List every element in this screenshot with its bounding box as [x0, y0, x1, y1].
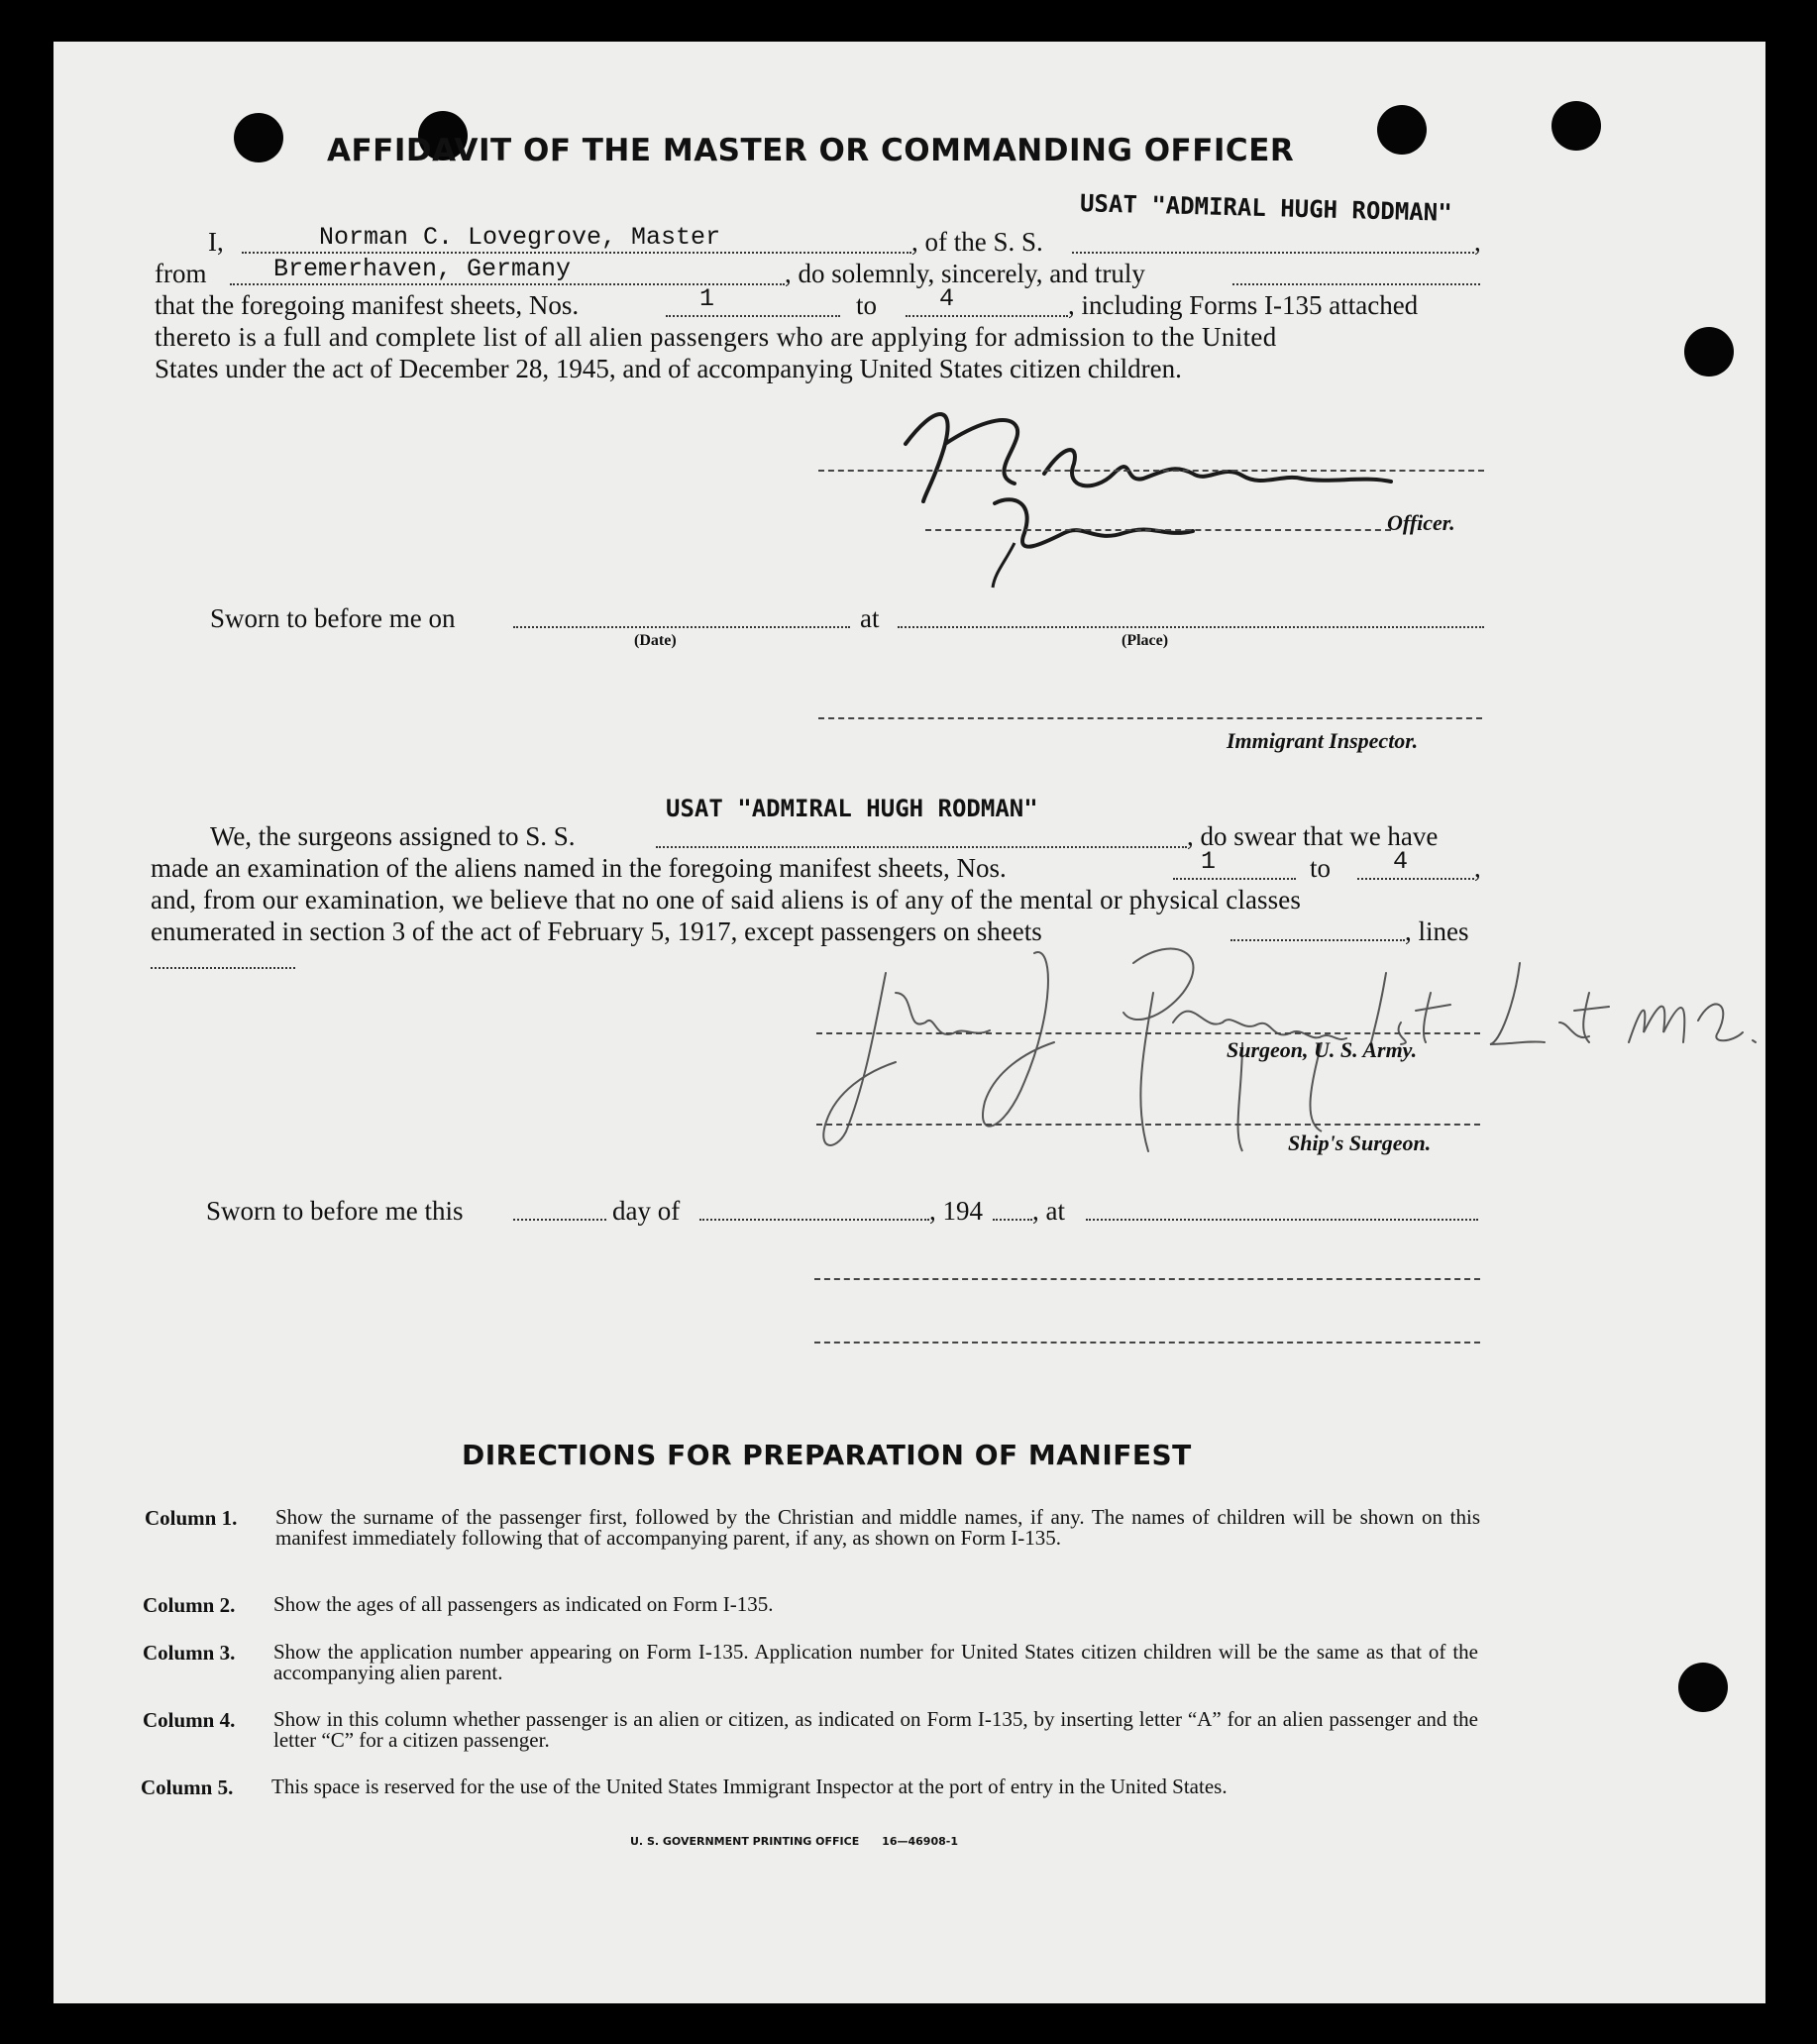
- punch-hole: [1684, 327, 1734, 377]
- punch-hole: [234, 113, 283, 162]
- sworn-2-place-line: [1086, 1219, 1478, 1221]
- ships-surgeon-label: Ship's Surgeon.: [1288, 1130, 1432, 1155]
- master-signature-line: [818, 470, 1484, 472]
- surgeon-line-3: and, from our examination, we believe that no one of said aliens is of any of the mental or physical classes: [151, 885, 1301, 914]
- affidavit-line-1-end: ,: [1474, 227, 1481, 257]
- sworn-2-month-line: [699, 1219, 929, 1221]
- affidavit-line-2-prefix: from: [155, 259, 207, 288]
- surgeon-sheet-from-field: 1: [1201, 847, 1217, 876]
- sworn-1-prefix: Sworn to before me on: [210, 603, 456, 633]
- surgeon-vessel-stamp: USAT "ADMIRAL HUGH RODMAN": [666, 795, 1038, 822]
- printer-line: U. S. GOVERNMENT PRINTING OFFICE 16—46908-1: [630, 1835, 958, 1848]
- punch-hole: [1678, 1663, 1728, 1712]
- ships-surgeon-signature-line: [816, 1124, 1480, 1126]
- direction-label-2: Column 2.: [143, 1593, 236, 1617]
- direction-text-2: Show the ages of all passengers as indicated on Form I-135.: [273, 1592, 774, 1616]
- direction-text-1: Show the surname of the passenger first, followed by the Christian and middle names, if any. The names of children will be shown on this manifest immediately following that of accompanying parent, if any, as shown on Form I-135.: [275, 1505, 1480, 1550]
- surgeon-sheet-from-line: [1173, 878, 1296, 880]
- sworn-2-day-of: day of: [612, 1196, 681, 1226]
- officer-title-line: [925, 529, 1391, 531]
- date-caption: (Date): [634, 632, 677, 649]
- sworn-2-year: , 194: [929, 1196, 983, 1226]
- surgeon-army-label: Surgeon, U. S. Army.: [1227, 1037, 1418, 1062]
- surgeon-to-word: to: [1310, 853, 1332, 883]
- sworn-2-year-line: [993, 1219, 1032, 1221]
- sworn-2-day-line: [513, 1219, 606, 1221]
- lines-line: [151, 967, 295, 969]
- direction-label-5: Column 5.: [141, 1775, 234, 1799]
- affidavit-line-3-end: , including Forms I-135 attached: [1068, 290, 1419, 320]
- punch-hole: [1377, 105, 1427, 155]
- direction-text-3: Show the application number appearing on Form I-135. Application number for United States citizen children will be the same as that of the accompanying alien parent.: [273, 1640, 1478, 1684]
- surgeon-line-1-prefix: We, the surgeons assigned to S. S.: [210, 821, 576, 851]
- direction-label-3: Column 3.: [143, 1641, 236, 1665]
- surgeon-line-4-end: , lines: [1405, 916, 1469, 946]
- affidavit-line-5: States under the act of December 28, 1945, and of accompanying United States citizen children.: [155, 354, 1182, 383]
- sworn-1-at: at: [860, 603, 880, 633]
- master-signature: [866, 384, 1480, 612]
- sworn-2-signature-line-1: [814, 1278, 1480, 1280]
- direction-label-4: Column 4.: [143, 1708, 236, 1732]
- inspector-label: Immigrant Inspector.: [1227, 728, 1419, 753]
- affidavit-line-2-mid: , do solemnly, sincerely, and truly: [785, 259, 1145, 288]
- sheet-from-field: 1: [699, 284, 715, 313]
- page-title: AFFIDAVIT OF THE MASTER OR COMMANDING OFFICER: [327, 133, 1295, 168]
- affidavit-line-1-mid: , of the S. S.: [911, 227, 1043, 257]
- affidavit-line-3-prefix: that the foregoing manifest sheets, Nos.: [155, 290, 580, 320]
- master-name-field: Norman C. Lovegrove, Master: [319, 223, 721, 252]
- surgeon-line-4-prefix: enumerated in section 3 of the act of February 5, 1917, except passengers on sheets: [151, 916, 1042, 946]
- sworn-1-date-line: [513, 626, 850, 628]
- to-word: to: [856, 290, 878, 320]
- swear-line: [1232, 283, 1480, 285]
- sworn-2-at: , at: [1032, 1196, 1065, 1226]
- officer-label: Officer.: [1387, 510, 1455, 535]
- surgeon-sheet-to-line: [1357, 878, 1474, 880]
- place-caption: (Place): [1122, 632, 1169, 649]
- port-field: Bremerhaven, Germany: [273, 255, 572, 283]
- surgeon-sheet-to-field: 4: [1393, 847, 1409, 876]
- vessel-name-line: [1072, 252, 1474, 254]
- direction-text-5: This space is reserved for the use of the United States Immigrant Inspector at the port of entry in the United States.: [271, 1775, 1228, 1798]
- surgeon-vessel-line: [656, 846, 1187, 848]
- affidavit-line-1-prefix: I,: [208, 227, 224, 257]
- sworn-2-prefix: Sworn to before me this: [206, 1196, 464, 1226]
- manifest-affidavit-page: [53, 42, 1765, 2003]
- vessel-stamp: USAT "ADMIRAL HUGH RODMAN": [1079, 189, 1452, 227]
- surgeon-line-2-prefix: made an examination of the aliens named in the foregoing manifest sheets, Nos.: [151, 853, 1007, 883]
- sheet-to-field: 4: [939, 284, 955, 313]
- surgeon-line-2-end: ,: [1474, 853, 1481, 883]
- sheet-to-line: [906, 315, 1068, 317]
- inspector-signature-line: [818, 717, 1482, 719]
- direction-label-1: Column 1.: [145, 1506, 238, 1530]
- affidavit-line-4: thereto is a full and complete list of all alien passengers who are applying for admission to the United: [155, 322, 1277, 352]
- punch-hole: [1551, 101, 1601, 151]
- direction-text-4: Show in this column whether passenger is an alien or citizen, as indicated on Form I-135, by inserting letter “A” for an alien passenger and the letter “C” for a citizen passenger.: [273, 1707, 1478, 1752]
- sworn-1-place-line: [898, 626, 1484, 628]
- sworn-2-signature-line-2: [814, 1342, 1480, 1344]
- surgeon-line-1-end: , do swear that we have: [1187, 821, 1439, 851]
- directions-title: DIRECTIONS FOR PREPARATION OF MANIFEST: [462, 1439, 1192, 1471]
- sheet-from-line: [666, 315, 840, 317]
